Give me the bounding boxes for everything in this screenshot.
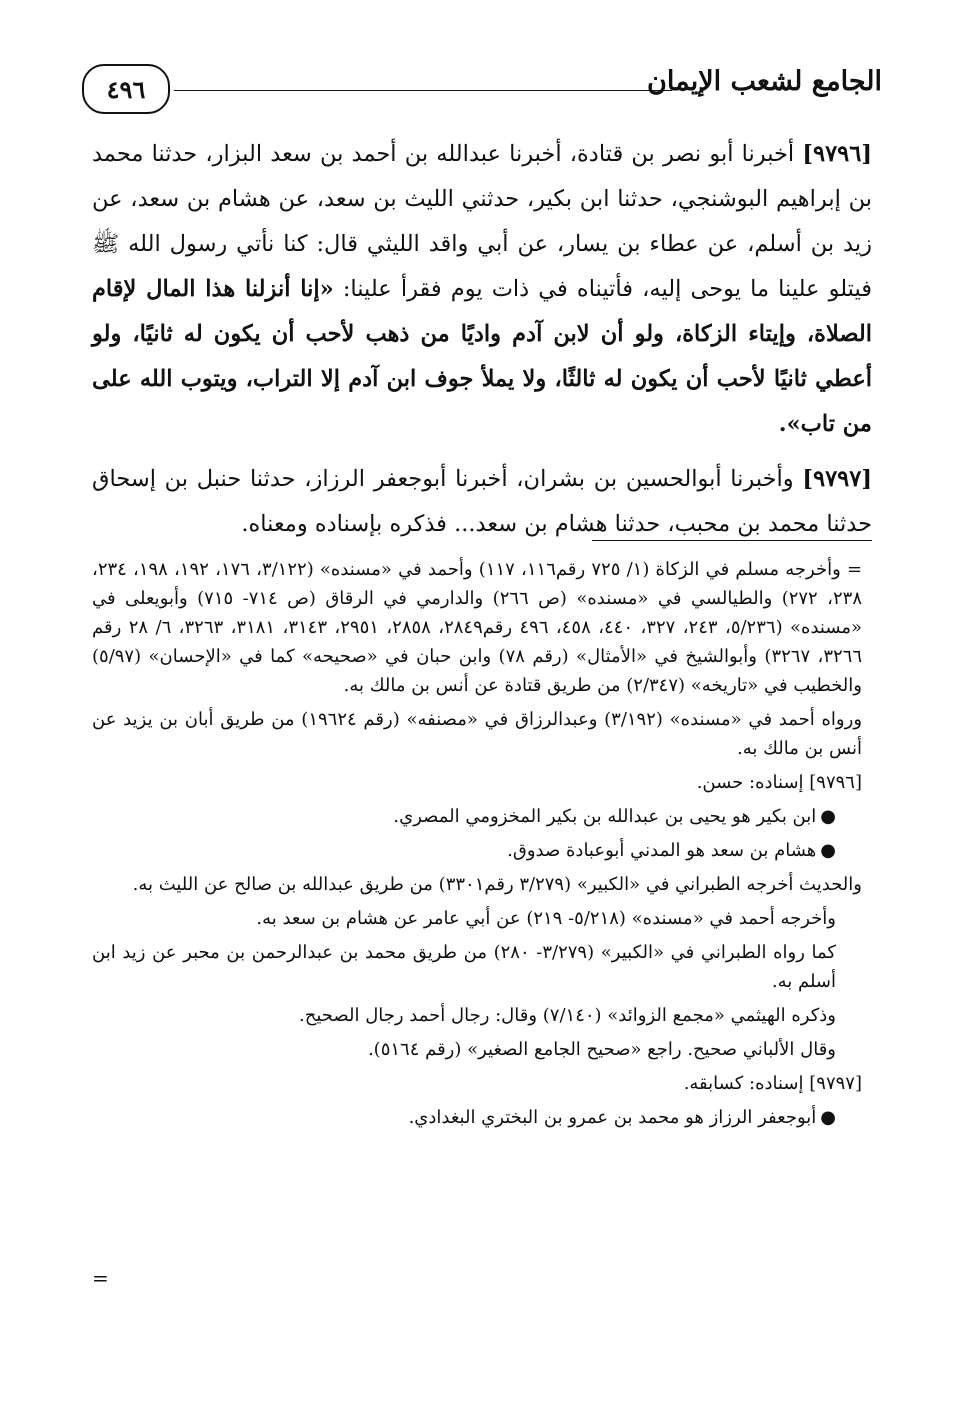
- main-text: [92, 132, 872, 557]
- bullet-icon: ●: [820, 840, 836, 861]
- hadith-9796: [92, 132, 872, 447]
- book-title: الجامع لشعب الإيمان: [647, 66, 882, 97]
- continuation-mark: =: [92, 1266, 109, 1290]
- footnote-takhrij-2: ورواه أحمد في «مسنده» (٣/١٩٢) وعبدالرزاق في «مصنفه» (رقم ١٩٦٢٤) من طريق أبان بن يزيد عن أنس بن مالك به.: [92, 709, 863, 759]
- page-header: [82, 64, 882, 120]
- hadith-number: [٩٧٩٦]: [802, 141, 872, 167]
- footnote-bullet: ●ابن بكير هو يحيى بن عبدالله بن بكير المخزومي المصري.: [393, 806, 836, 827]
- bullet-icon: ●: [820, 1107, 836, 1128]
- hadith-chain: وأخبرنا أبوالحسين بن بشران، أخبرنا أبوجعفر الرزاز، حدثنا حنبل بن إسحاق حدثنا محمد بن محبب، حدثنا هشام بن سعد... فذكره بإسناده ومعناه.: [92, 466, 872, 537]
- footnote-bullet: ●هشام بن سعد هو المدني أبوعبادة صدوق.: [507, 840, 836, 861]
- footnote-text: وأخرجه أحمد في «مسنده» (٥/٢١٨- ٢١٩) عن أبي عامر عن هشام بن سعد به.: [256, 908, 836, 929]
- footnote-text: وذكره الهيثمي «مجمع الزوائد» (٧/١٤٠) وقال: رجال أحمد رجال الصحيح.: [299, 1005, 836, 1026]
- footnote-number: [٩٧٩٦]: [809, 772, 862, 793]
- footnote-bullet: ●أبوجعفر الرزاز هو محمد بن عمرو بن البختري البغدادي.: [408, 1107, 836, 1128]
- hadith-number: [٩٧٩٧]: [802, 466, 872, 492]
- footnote-text: وقال الألباني صحيح. راجع «صحيح الجامع الصغير» (رقم ٥١٦٤).: [367, 1039, 836, 1060]
- hadith-chain: أخبرنا أبو نصر بن قتادة، أخبرنا عبدالله بن أحمد بن سعد البزار، حدثنا محمد بن إبراهيم البوشنجي، حدثنا ابن بكير، حدثني الليث بن سعد، عن هشام بن سعد، عن زيد بن أسلم، عن عطاء بن يسار، عن أبي واقد الليثي قال: كنا نأتي رسول الله ﷺ فيتلو علينا ما يوحى إليه، فأتيناه في ذات يوم فقرأ علينا:: [92, 141, 873, 302]
- hadith-matn: «إنا أنزلنا هذا المال لإقام الصلاة، وإيتاء الزكاة، ولو أن لابن آدم واديًا من ذهب لأحب أن يكون له ثانيًا، ولو أعطي ثانيًا لأحب أن يكون له ثالثًا، ولا يملأ جوف ابن آدم إلا التراب، ويتوب الله على من تاب».: [92, 276, 872, 437]
- footnote-isnad-9797: [٩٧٩٧] إسناده: كسابقه.: [683, 1073, 862, 1094]
- page-number: ٤٩٦: [82, 64, 170, 114]
- header-rule: [174, 90, 672, 91]
- footnote-divider: [592, 540, 872, 541]
- footnote-takhrij: = وأخرجه مسلم في الزكاة (١/ ٧٢٥ رقم١١٦، ١١٧) وأحمد في «مسنده» (٣/١٢٢، ١٧٦، ١٩٢، ١٩٨، ٢٣٤، ٢٣٨، ٢٧٢) والطيالسي في «مسنده» (ص ٢٦٦) والدارمي في الرقاق (ص ٧١٤- ٧١٥) وأبويعلى في «مسنده» (٥/٢٣٦، ٢٤٣، ٣٢٧، ٤٤٠، ٤٥٨، ٤٩٦ رقم٢٨٤٩، ٢٨٥٨، ٢٩٥١، ٣١٤٣، ٣١٨١، ٣٢٦٣، ٦/ ٢٨ رقم ٣٢٦٦، ٣٢٦٧) وأبوالشيخ في «الأمثال» (رقم ٧٨) وابن حبان في «صحيحه» كما في «الإحسان» (٥/٩٧) والخطيب في «تاريخه» (٢/٣٤٧) من طريق قتادة عن أنس بن مالك به.: [92, 559, 863, 696]
- footnote-text: والحديث أخرجه الطبراني في «الكبير» (٣/٢٧٩ رقم٣٣٠١) من طريق عبدالله بن صالح عن الليث به.: [132, 874, 862, 895]
- footnotes: [92, 555, 862, 1137]
- footnote-number: [٩٧٩٧]: [809, 1073, 862, 1094]
- bullet-icon: ●: [820, 806, 836, 827]
- footnote-text: كما رواه الطبراني في «الكبير» (٣/٢٧٩- ٢٨٠) من طريق محمد بن عبدالرحمن بن محبر عن زيد ابن أسلم به.: [92, 942, 837, 992]
- hadith-9797: [92, 457, 872, 547]
- footnote-isnad-9796: [٩٧٩٦] إسناده: حسن.: [696, 772, 862, 793]
